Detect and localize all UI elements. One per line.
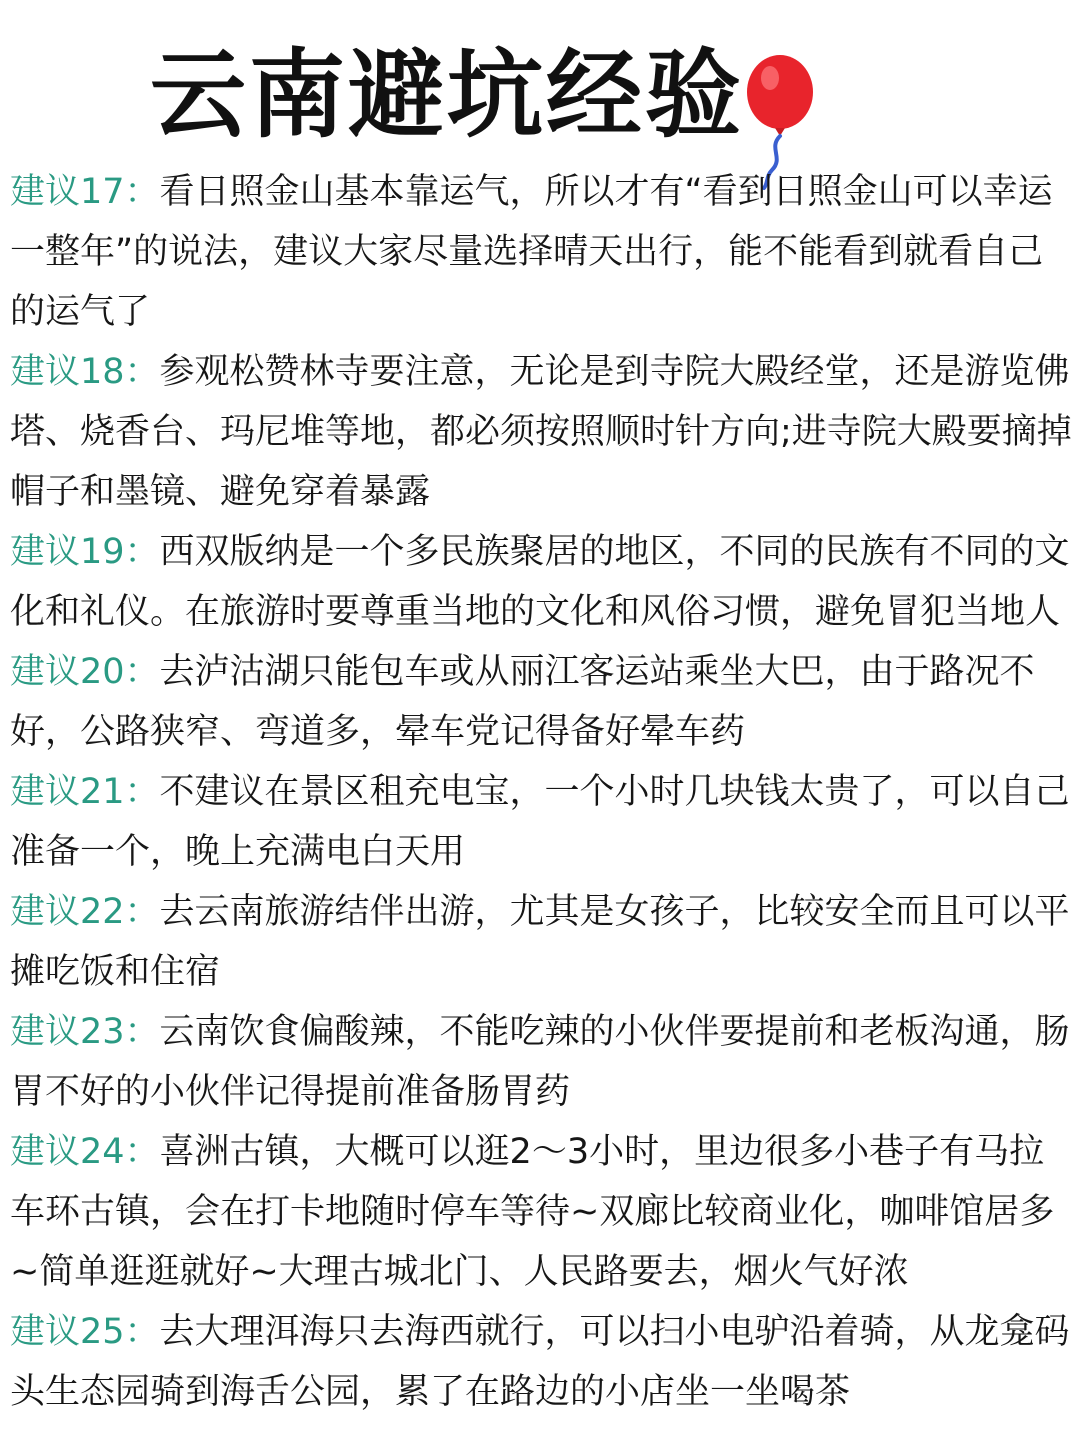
title-row bbox=[0, 40, 1080, 160]
tip-item bbox=[10, 762, 1072, 882]
tip-text: 去云南旅游结伴出游，尤其是女孩子，比较安全而且可以平摊吃饭和住宿 bbox=[10, 892, 1070, 992]
tip-label: 建议24： bbox=[10, 1132, 160, 1172]
tip-item bbox=[10, 1302, 1072, 1422]
tip-label: 建议23： bbox=[10, 1012, 160, 1052]
tip-item bbox=[10, 342, 1072, 522]
tip-item bbox=[10, 882, 1072, 1002]
tip-label: 建议19： bbox=[10, 532, 160, 572]
tip-text: 云南饮食偏酸辣，不能吃辣的小伙伴要提前和老板沟通，肠胃不好的小伙伴记得提前准备肠胃药 bbox=[10, 1012, 1070, 1112]
tip-item bbox=[10, 162, 1072, 342]
tip-label: 建议20： bbox=[10, 652, 160, 692]
tip-text: 去泸沽湖只能包车或从丽江客运站乘坐大巴，由于路况不好，公路狭窄、弯道多，晕车党记得备好晕车药 bbox=[10, 652, 1035, 752]
tip-item bbox=[10, 1002, 1072, 1122]
tip-label: 建议17： bbox=[10, 172, 160, 212]
tip-text: 看日照金山基本靠运气，所以才有“看到日照金山可以幸运一整年”的说法，建议大家尽量选择晴天出行，能不能看到就看自己的运气了 bbox=[10, 172, 1053, 332]
tip-text: 西双版纳是一个多民族聚居的地区，不同的民族有不同的文化和礼仪。在旅游时要尊重当地的文化和风俗习惯，避免冒犯当地人 bbox=[10, 532, 1070, 632]
tip-text: 不建议在景区租充电宝，一个小时几块钱太贵了，可以自己准备一个，晚上充满电白天用 bbox=[10, 772, 1070, 872]
tip-label: 建议21： bbox=[10, 772, 160, 812]
tip-item bbox=[10, 1122, 1072, 1302]
tip-text: 参观松赞林寺要注意，无论是到寺院大殿经堂，还是游览佛塔、烧香台、玛尼堆等地，都必须按照顺时针方向;进寺院大殿要摘掉帽子和墨镜、避免穿着暴露 bbox=[10, 352, 1072, 512]
tip-item bbox=[10, 522, 1072, 642]
tip-text: 喜洲古镇，大概可以逛2～3小时，里边很多小巷子有马拉车环古镇，会在打卡地随时停车等待~双廊比较商业化，咖啡馆居多~简单逛逛就好~大理古城北门、人民路要去，烟火气好浓 bbox=[10, 1132, 1055, 1292]
tip-label: 建议18： bbox=[10, 352, 160, 392]
page-title: 云南避坑经验 bbox=[150, 39, 744, 151]
tip-text: 去大理洱海只去海西就行，可以扫小电驴沿着骑，从龙龛码头生态园骑到海舌公园，累了在路边的小店坐一坐喝茶 bbox=[10, 1312, 1070, 1412]
tip-label: 建议25： bbox=[10, 1312, 160, 1352]
tips-list bbox=[10, 162, 1072, 1422]
tip-label: 建议22： bbox=[10, 892, 160, 932]
tip-item bbox=[10, 642, 1072, 762]
